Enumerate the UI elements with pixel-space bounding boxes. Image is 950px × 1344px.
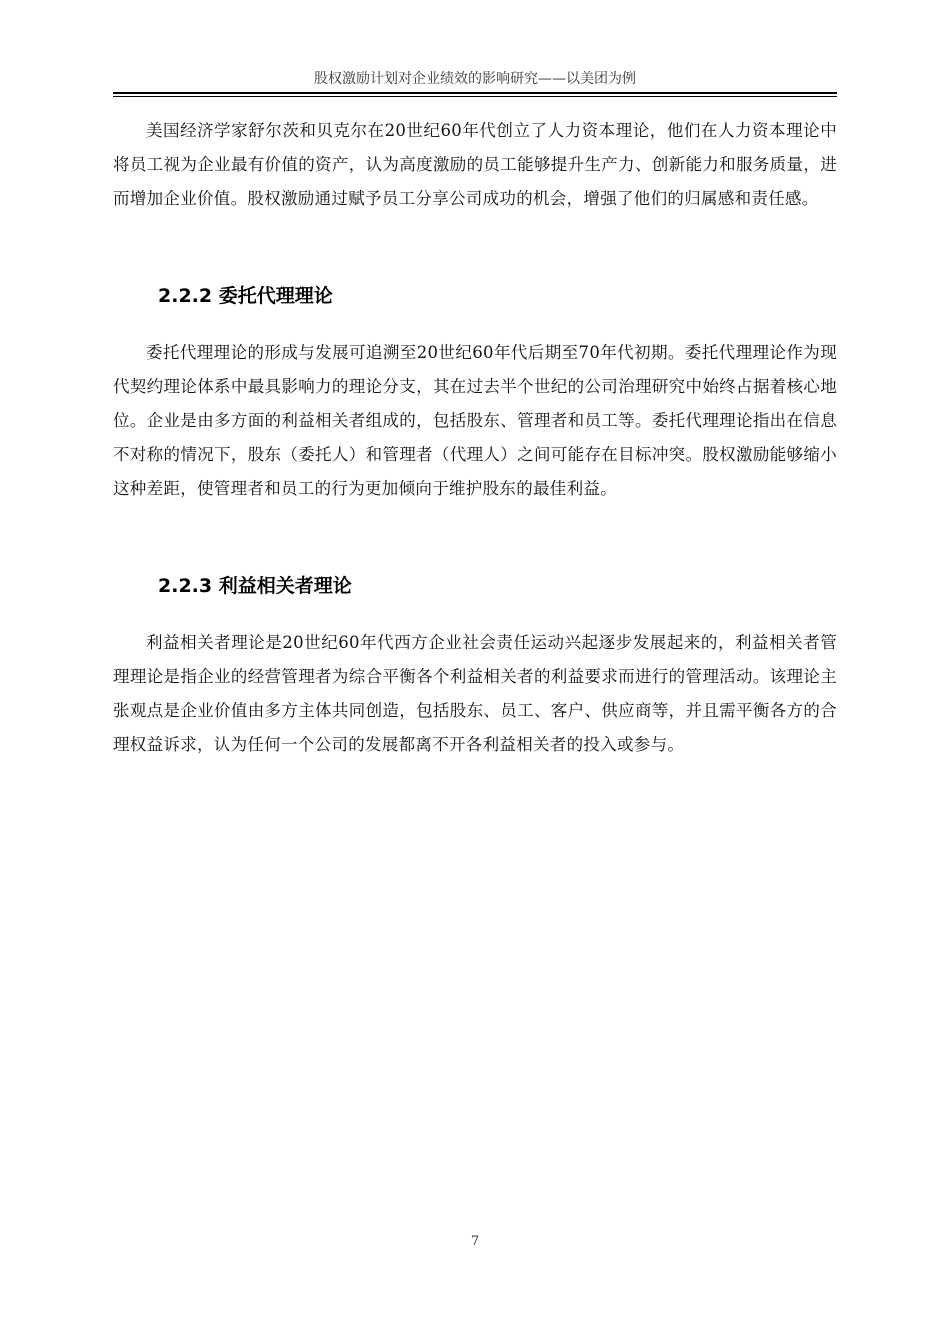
- header-rule-thin: [113, 96, 837, 97]
- paragraph-stakeholder: 利益相关者理论是20世纪60年代西方企业社会责任运动兴起逐步发展起来的，利益相关者管理理论是指企业的经营管理者为综合平衡各个利益相关者的利益要求而进行的管理活动。该理论主张观点是企业价值由多方主体共同创造，包括股东、员工、客户、供应商等，并且需平衡各方的合理权益诉求，认为任何一个公司的发展都离不开各利益相关者的投入或参与。: [113, 633, 837, 754]
- paragraph-human-capital: 美国经济学家舒尔茨和贝克尔在20世纪60年代创立了人力资本理论，他们在人力资本理论中将员工视为企业最有价值的资产，认为高度激励的员工能够提升生产力、创新能力和服务质量，进而增加企业价值。股权激励通过赋予员工分享公司成功的机会，增强了他们的归属感和责任感。: [113, 121, 837, 208]
- page-number: 7: [470, 1234, 480, 1249]
- paragraph-principal-agent: 委托代理理论的形成与发展可追溯至20世纪60年代后期至70年代初期。委托代理理论作为现代契约理论体系中最具影响力的理论分支，其在过去半个世纪的公司治理研究中始终占据着核心地位。企业是由多方面的利益相关者组成的，包括股东、管理者和员工等。委托代理理论指出在信息不对称的情况下，股东（委托人）和管理者（代理人）之间可能存在目标冲突。股权激励能够缩小这种差距，使管理者和员工的行为更加倾向于维护股东的最佳利益。: [113, 343, 837, 498]
- header-rule-thick: [113, 92, 837, 94]
- section-heading-principal-agent: 2.2.2 委托代理理论: [158, 285, 333, 307]
- running-header: 股权激励计划对企业绩效的影响研究——以美团为例: [314, 71, 636, 87]
- section-heading-stakeholder: 2.2.3 利益相关者理论: [158, 575, 352, 597]
